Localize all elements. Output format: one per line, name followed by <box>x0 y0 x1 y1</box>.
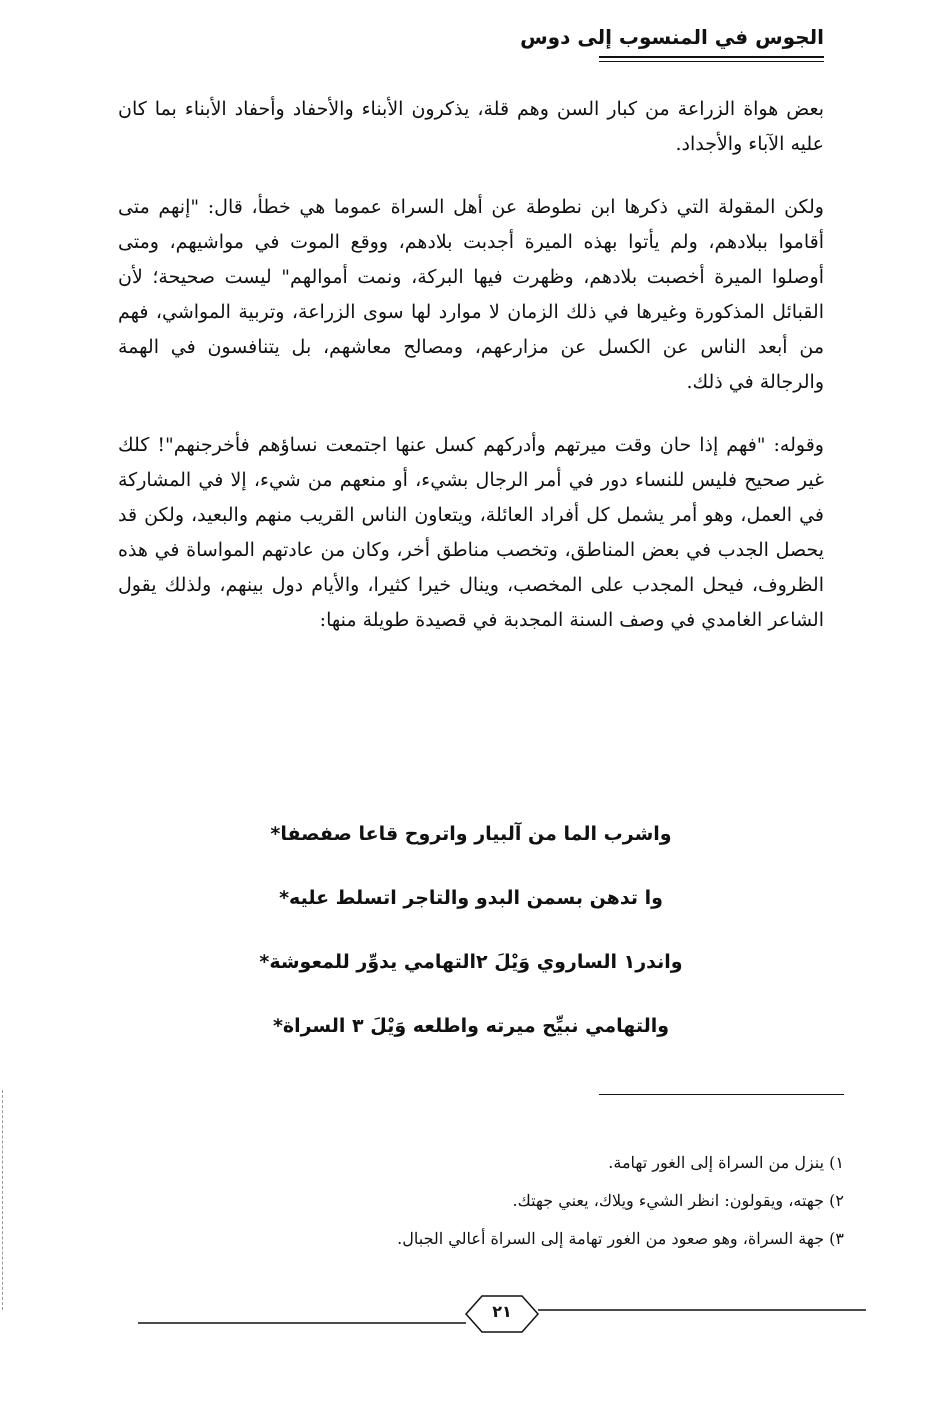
poem-block <box>118 814 824 1070</box>
header-rule-thick <box>599 56 824 58</box>
footnote-separator <box>599 1094 844 1095</box>
paragraph-3: وقوله: "فهم إذا حان وقت ميرتهم وأدركهم كسل عنها اجتمعت نساؤهم فأخرجنهم"! كلك غير صحيح فليس للنساء دور في أمر الرجال بشيء، أو منعهم من شيء، إلا في المشاركة في العمل، وهو أمر يشمل كل أفراد العائلة، ويتعاون الناس القريب منهم والبعيد، ولكن قد يحصل الجدب في بعض المناطق، وتخصب مناطق أخر، وكان من عادتهم المواساة في هذه الظروف، فيحل المجدب على المخصب، وينال خيرا كثيرا، والأيام دول بينهم، ولذلك يقول الشاعر الغامدي في وصف السنة المجدبة في قصيدة طويلة منها: <box>118 434 824 631</box>
header-title: الجوس في المنسوب إلى دوس <box>520 25 824 49</box>
poem-verse-3: واندر١ الساروي وَيْلَ ٢التهامي يدوِّر للمعوشة* <box>259 951 683 973</box>
page-number: ٢١ <box>492 1302 512 1321</box>
poem-verse-1: واشرب الما من آلبيار واتروح قاعا صفصفا* <box>270 823 672 845</box>
body-text <box>118 92 824 638</box>
poem-verse-2: وا تدهن بسمن البدو والتاجر اتسلط عليه* <box>279 887 663 909</box>
header-rule-thin <box>599 61 824 62</box>
running-header <box>520 22 824 62</box>
poem-verse-4: والتهامي نبيِّح ميرته واطلعه وَيْلَ ٣ السراة* <box>272 1015 670 1037</box>
page-number-ornament <box>138 1292 866 1336</box>
footnotes <box>98 1144 844 1258</box>
scan-edge-marks <box>2 1090 5 1310</box>
footnote-3: ٣) جهة السراة، وهو صعود من الغور تهامة إلى السراة أعالي الجبال. <box>397 1229 844 1248</box>
footnote-2: ٢) جهته، ويقولون: انظر الشيء ويلاك، يعني جهتك. <box>512 1191 844 1210</box>
footnote-1: ١) ينزل من السراة إلى الغور تهامة. <box>608 1153 844 1172</box>
paragraph-2: ولكن المقولة التي ذكرها ابن نطوطة عن أهل السراة عموما هي خطأ، قال: "إنهم متى أقاموا ببلادهم، ولم يأتوا بهذه الميرة أجدبت بلادهم، ووقع الموت في مواشيهم، ومتى أوصلوا الميرة أخصبت بلادهم، وظهرت فيها البركة، ونمت أموالهم" ليست صحيحة؛ لأن القبائل المذكورة وغيرها في ذلك الزمان لا موارد لها سوى الزراعة، وتربية المواشي، فهم من أبعد الناس عن الكسل عن مزارعهم، ومصالح معاشهم، بل يتنافسون في الهمة والرجالة في ذلك. <box>118 196 824 393</box>
paragraph-1: بعض هواة الزراعة من كبار السن وهم قلة، يذكرون الأبناء والأحفاد وأحفاد الأبناء بما كان عليه الآباء والأجداد. <box>118 98 824 155</box>
